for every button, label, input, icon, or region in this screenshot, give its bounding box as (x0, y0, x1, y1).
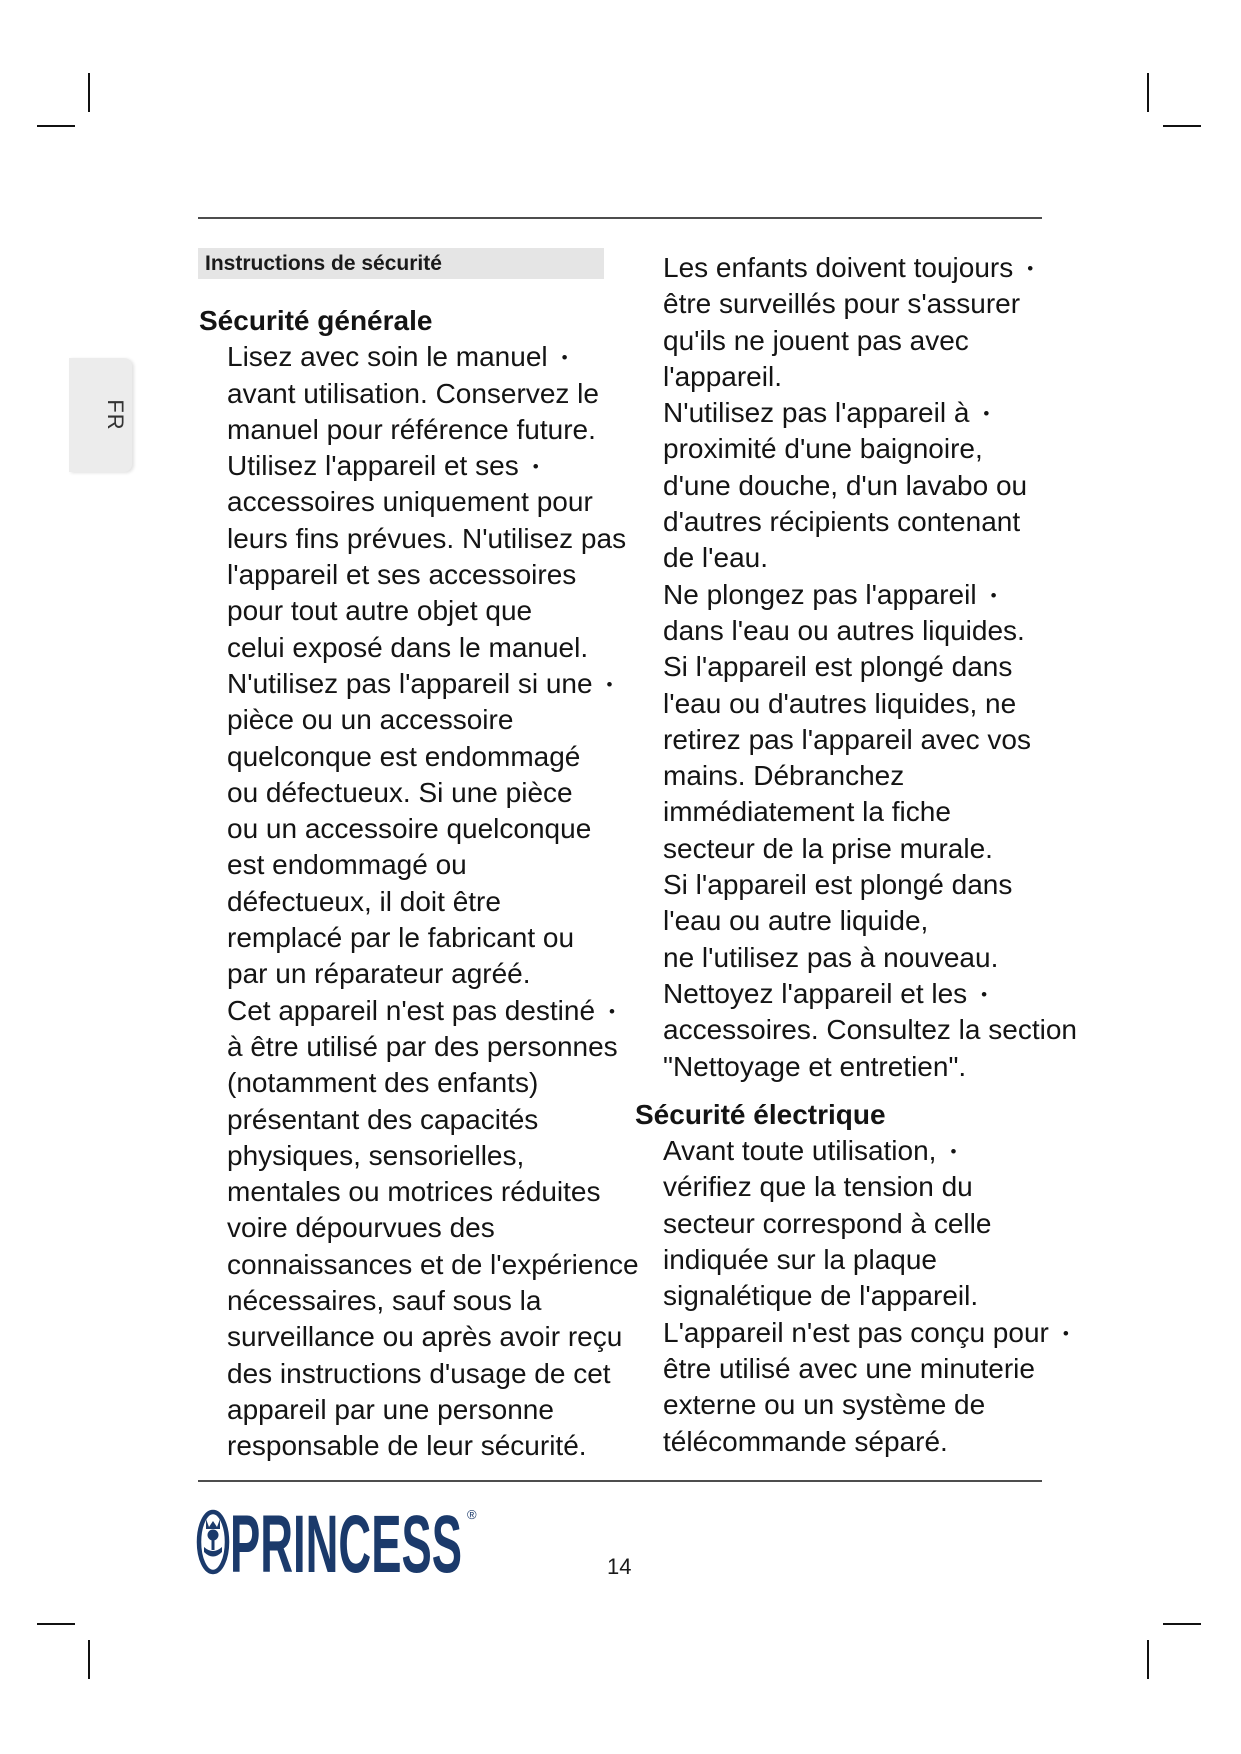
safety-instruction-item (635, 976, 1115, 1085)
safety-instruction-item (199, 993, 639, 1465)
bullet-marker: • (1062, 1323, 1069, 1343)
text-line: mentales ou motrices réduites (227, 1176, 601, 1208)
text-line: à être utilisé par des personnes (227, 1030, 618, 1062)
brand-wordmark: PRINCESS (230, 1505, 462, 1577)
text-line (663, 1315, 1115, 1351)
text-line-content: L'appareil n'est pas conçu pour (663, 1316, 1049, 1348)
text-line: mains. Débranchez (663, 760, 905, 792)
text-line: immédiatement la fiche (663, 796, 951, 828)
safety-instruction-item (199, 666, 639, 993)
text-line: surveillance ou après avoir reçu (227, 1321, 623, 1353)
text-line-content: Lisez avec soin le manuel (227, 341, 548, 373)
bullet-marker: • (981, 984, 988, 1004)
text-line: ne l'utilisez pas à nouveau. (663, 941, 999, 973)
language-tab-label: FR (103, 399, 128, 431)
text-line: physiques, sensorielles, (227, 1139, 525, 1171)
text-line: avant utilisation. Conservez le (227, 377, 599, 409)
left-column (199, 303, 639, 1465)
text-line (663, 250, 1115, 286)
text-line: des instructions d'usage de cet (227, 1357, 611, 1389)
text-line-content: N'utilisez pas l'appareil si une (227, 667, 593, 699)
bullet-marker: • (1027, 259, 1034, 278)
text-line: être surveillés pour s'assurer (663, 288, 1021, 320)
text-line (227, 993, 639, 1029)
text-line: externe ou un système de (663, 1389, 986, 1421)
text-line: d'une douche, d'un lavabo ou (663, 469, 1028, 501)
text-line: responsable de leur sécurité. (227, 1430, 587, 1462)
text-line: manuel pour référence future. (227, 413, 596, 445)
text-line: télécommande séparé. (663, 1425, 948, 1457)
safety-instruction-item (199, 339, 639, 448)
crop-mark-bottom-left-vertical (88, 1640, 90, 1679)
right-column (635, 250, 1115, 1460)
text-line: pièce ou un accessoire (227, 704, 514, 736)
crop-mark-top-right-vertical (1147, 73, 1149, 112)
text-line (663, 577, 1115, 613)
text-line: retirez pas l'appareil avec vos (663, 723, 1031, 755)
text-line: être utilisé avec une minuterie (663, 1352, 1035, 1384)
text-line (227, 448, 639, 484)
text-line: est endommagé ou (227, 849, 467, 881)
text-line: ou défectueux. Si une pièce (227, 776, 573, 808)
text-line: pour tout autre objet que (227, 595, 533, 627)
text-line: celui exposé dans le manuel. (227, 631, 589, 663)
section-label (198, 248, 604, 279)
text-line: ou un accessoire quelconque (227, 813, 592, 845)
text-line: dans l'eau ou autres liquides. (663, 614, 1025, 646)
text-line: nécessaires, sauf sous la (227, 1285, 542, 1317)
crop-mark-bottom-right-vertical (1147, 1640, 1149, 1679)
text-line: Si l'appareil est plongé dans (663, 651, 1013, 683)
heading-electrical-safety: Sécurité électrique (635, 1098, 886, 1130)
text-line: (notamment des enfants) (227, 1067, 539, 1099)
text-line: secteur correspond à celle (663, 1207, 992, 1239)
text-line: l'appareil. (663, 360, 782, 392)
text-line-content: Cet appareil n'est pas destiné (227, 994, 596, 1026)
text-line: accessoires. Consultez la section (663, 1014, 1077, 1046)
text-line: qu'ils ne jouent pas avec (663, 324, 969, 356)
text-line-content: Ne plongez pas l'appareil (663, 578, 977, 610)
heading-general-safety: Sécurité générale (199, 305, 433, 336)
text-line: l'eau ou autre liquide, (663, 905, 929, 937)
bullet-marker: • (606, 674, 613, 694)
text-line-content: Avant toute utilisation, (663, 1135, 937, 1167)
text-line: par un réparateur agréé. (227, 958, 531, 990)
bullet-marker: • (609, 1001, 615, 1021)
crop-mark-top-left-horizontal (37, 125, 75, 127)
bullet-marker: • (561, 348, 568, 368)
text-line (227, 339, 639, 375)
text-line-content: Utilisez l'appareil et ses (227, 450, 519, 482)
text-line: "Nettoyage et entretien". (663, 1050, 967, 1082)
text-line: présentant des capacités (227, 1103, 539, 1135)
safety-instruction-item (635, 1315, 1115, 1460)
crop-mark-bottom-right-horizontal (1163, 1623, 1201, 1625)
text-line: quelconque est endommagé (227, 740, 581, 772)
safety-instruction-item (635, 577, 1115, 976)
bullet-marker: • (983, 404, 990, 424)
text-line: défectueux, il doit être (227, 885, 501, 917)
text-line (663, 976, 1115, 1012)
text-line: signalétique de l'appareil. (663, 1280, 979, 1312)
text-line (663, 395, 1115, 431)
text-line: l'appareil et ses accessoires (227, 559, 577, 591)
section-label-text: Instructions de sécurité (205, 252, 442, 275)
text-line: appareil par une personne (227, 1393, 554, 1425)
safety-instruction-item (199, 448, 639, 666)
crop-mark-top-left-vertical (88, 73, 90, 112)
text-line: indiquée sur la plaque (663, 1244, 937, 1276)
text-line: leurs fins prévues. N'utilisez pas (227, 522, 627, 554)
page-number: 14 (607, 1554, 632, 1579)
top-rule (198, 217, 1042, 219)
text-line: vérifiez que la tension du (663, 1171, 973, 1203)
safety-instruction-item (635, 1133, 1115, 1314)
bullet-marker: • (532, 457, 539, 477)
crop-mark-bottom-left-horizontal (37, 1623, 75, 1625)
text-line: voire dépourvues des (227, 1212, 495, 1244)
bullet-marker: • (990, 585, 997, 605)
text-line: remplacé par le fabricant ou (227, 922, 575, 954)
text-line: de l'eau. (663, 542, 768, 574)
text-line: l'eau ou d'autres liquides, ne (663, 687, 1017, 719)
text-line: secteur de la prise murale. (663, 832, 993, 864)
text-line: proximité d'une baignoire, (663, 433, 983, 465)
bottom-rule (198, 1480, 1042, 1482)
safety-instruction-item (635, 395, 1115, 576)
text-line-content: N'utilisez pas l'appareil à (663, 397, 970, 429)
text-line-content: Nettoyez l'appareil et les (663, 977, 968, 1009)
princess-logo (196, 1505, 478, 1577)
registered-mark: ® (467, 1507, 477, 1522)
text-line (227, 666, 639, 702)
text-line: d'autres récipients contenant (663, 506, 1021, 538)
text-line-content: Les enfants doivent toujours (663, 252, 1014, 283)
text-line: accessoires uniquement pour (227, 486, 593, 518)
text-line (663, 1133, 1115, 1169)
bullet-marker: • (950, 1142, 957, 1162)
safety-instruction-item (635, 250, 1115, 395)
language-tab (69, 358, 132, 472)
crop-mark-top-right-horizontal (1163, 125, 1201, 127)
text-line: Si l'appareil est plongé dans (663, 869, 1013, 901)
text-line: connaissances et de l'expérience (227, 1248, 639, 1280)
logo-emblem-icon (199, 1512, 227, 1572)
